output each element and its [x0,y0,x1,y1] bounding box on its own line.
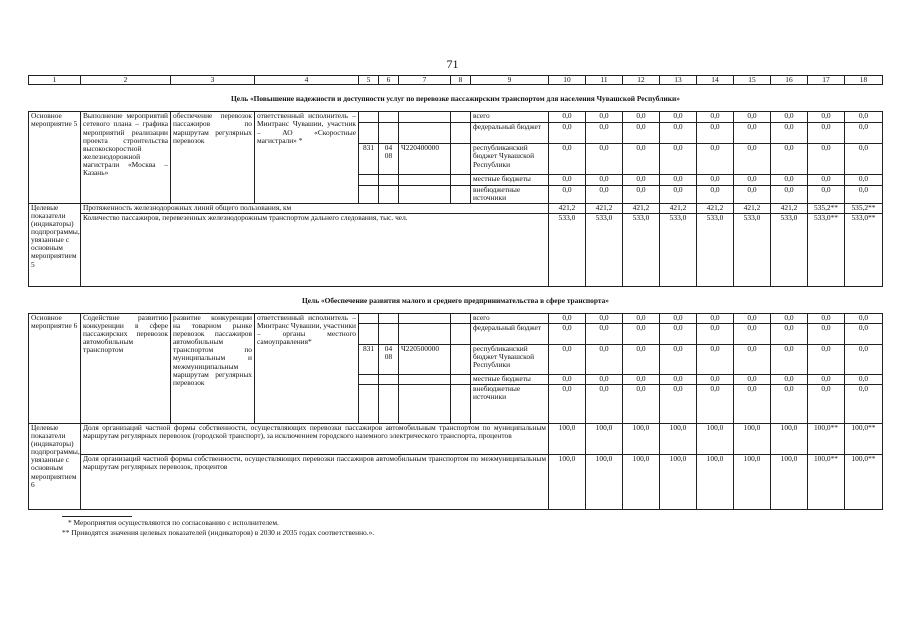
empty-cell [399,123,451,144]
funding-value: 0,0 [586,144,623,175]
funding-value: 0,0 [808,123,845,144]
indicator-label: Целевые показатели (индикаторы) подпрограммы, увязанные с основным мероприятием 6 [29,423,81,509]
empty-cell [451,344,471,374]
funding-source: внебюджетные источники [471,186,549,203]
footnotes [62,518,374,538]
indicator-name: Доля организаций частной формы собственности, осуществляющих перевозки пассажиров автомобильным транспортом по межмуниципальным маршрутам регулярных перевозок, процентов [81,454,549,509]
column-number: 4 [255,76,359,85]
indicator-value: 100,0 [734,454,771,509]
funding-value: 0,0 [586,186,623,203]
funding-source: республиканский бюджет Чувашской Республики [471,144,549,175]
empty-cell [359,112,379,123]
indicator-value: 100,0 [586,454,623,509]
empty-cell [359,313,379,323]
funding-source: федеральный бюджет [471,323,549,344]
indicator-value: 533,0 [623,213,660,286]
funding-value: 0,0 [734,344,771,374]
indicator-value: 100,0 [697,423,734,454]
goal-row [29,85,883,112]
column-number: 8 [451,76,471,85]
funding-value: 0,0 [734,384,771,423]
funding-value: 0,0 [771,323,808,344]
measure-executor: ответственный исполнитель – Минтранс Чувашии, участники – органы местного самоуправления* [255,313,359,423]
indicator-value: 535,2** [845,203,883,213]
funding-value: 0,0 [549,175,586,186]
indicator-value: 533,0 [549,213,586,286]
funding-value: 0,0 [845,186,883,203]
funding-value: 0,0 [808,313,845,323]
funding-value: 0,0 [549,384,586,423]
funding-source: всего [471,313,549,323]
indicator-value: 100,0** [845,423,883,454]
page-number: 71 [446,57,459,71]
measure-label: Основное мероприятие 5 [29,112,81,203]
indicator-value: 100,0 [549,423,586,454]
indicator-value: 100,0** [808,454,845,509]
funding-value: 0,0 [549,313,586,323]
empty-cell [399,313,451,323]
column-number: 3 [171,76,255,85]
indicator-value: 533,0 [734,213,771,286]
funding-source: местные бюджеты [471,374,549,384]
funding-value: 0,0 [845,323,883,344]
indicator-value: 100,0 [734,423,771,454]
funding-value: 0,0 [734,123,771,144]
funding-value: 0,0 [660,175,697,186]
funding-value: 0,0 [623,323,660,344]
funding-value: 0,0 [623,344,660,374]
funding-value: 0,0 [697,384,734,423]
empty-cell [379,384,399,423]
indicator-value: 535,2** [808,203,845,213]
empty-cell [399,374,451,384]
indicator-row [29,454,883,509]
indicator-value: 421,2 [623,203,660,213]
funding-value: 0,0 [660,112,697,123]
indicator-value: 533,0** [808,213,845,286]
funding-value: 0,0 [549,123,586,144]
funding-value: 0,0 [771,123,808,144]
column-number: 15 [734,76,771,85]
funding-value: 0,0 [734,323,771,344]
funding-value: 0,0 [808,323,845,344]
funding-value: 0,0 [845,175,883,186]
column-number: 12 [623,76,660,85]
empty-cell [399,175,451,186]
column-number: 9 [471,76,549,85]
funding-value: 0,0 [771,186,808,203]
empty-cell [379,186,399,203]
funding-value: 0,0 [845,313,883,323]
funding-value: 0,0 [697,123,734,144]
empty-cell [379,323,399,344]
indicator-value: 421,2 [549,203,586,213]
indicator-value: 421,2 [586,203,623,213]
funding-value: 0,0 [771,175,808,186]
indicator-label: Целевые показатели (индикаторы) подпрограммы, увязанные с основным мероприятием 5 [29,203,81,286]
measure-label: Основное мероприятие 6 [29,313,81,423]
funding-value: 0,0 [623,175,660,186]
empty-cell [451,323,471,344]
funding-value: 0,0 [623,313,660,323]
funding-value: 0,0 [623,123,660,144]
indicator-value: 100,0** [808,423,845,454]
empty-cell [451,313,471,323]
empty-cell [359,175,379,186]
funding-value: 0,0 [660,313,697,323]
empty-cell [451,175,471,186]
indicator-row [29,203,883,213]
measure-name: Содействие развитию конкуренции в сфере пассажирских перевозок автомобильным транспортом [81,313,171,423]
column-number: 2 [81,76,171,85]
goal-title: Цель «Обеспечение развития малого и среднего предпринимательства в сфере транспорта» [29,286,883,313]
funding-value: 0,0 [697,144,734,175]
funding-value: 0,0 [697,323,734,344]
funding-value: 0,0 [660,144,697,175]
header-row [29,76,883,85]
footnote-1: * Мероприятия осуществляются по согласованию с исполнителем. [68,518,279,527]
column-number: 6 [379,76,399,85]
funding-value: 0,0 [771,344,808,374]
measure-goal: обеспечение перевозок пассажиров по маршрутам регулярных перевозок [171,112,255,203]
rz-code: 04 08 [379,344,399,374]
funding-value: 0,0 [697,186,734,203]
indicator-value: 100,0 [623,423,660,454]
funding-value: 0,0 [771,374,808,384]
funding-value: 0,0 [734,112,771,123]
footnote-separator [62,516,132,517]
empty-cell [379,112,399,123]
empty-cell [451,112,471,123]
column-number: 17 [808,76,845,85]
funding-value: 0,0 [697,112,734,123]
column-number: 10 [549,76,586,85]
funding-value: 0,0 [623,144,660,175]
empty-cell [451,186,471,203]
indicator-value: 100,0 [771,454,808,509]
indicator-value: 421,2 [660,203,697,213]
funding-row [29,313,883,323]
funding-value: 0,0 [623,112,660,123]
funding-source: федеральный бюджет [471,123,549,144]
indicator-value: 100,0 [549,454,586,509]
empty-cell [359,123,379,144]
indicator-name: Доля организаций частной формы собственности, осуществляющих перевозки пассажиров автомобильным транспортом по муниципальным маршрутам регулярных перевозок (городской транспорт), за исключением городского наземного электрического транспорта, процентов [81,423,549,454]
funding-value: 0,0 [697,344,734,374]
indicator-value: 100,0 [660,454,697,509]
empty-cell [451,384,471,423]
indicator-value: 100,0** [845,454,883,509]
funding-value: 0,0 [549,112,586,123]
column-number: 7 [399,76,451,85]
funding-value: 0,0 [549,323,586,344]
indicator-value: 421,2 [734,203,771,213]
funding-value: 0,0 [808,186,845,203]
funding-value: 0,0 [586,112,623,123]
indicator-row [29,423,883,454]
empty-cell [451,144,471,175]
csr-code: Ч220500000 [399,344,451,374]
indicator-value: 421,2 [697,203,734,213]
column-number: 14 [697,76,734,85]
funding-value: 0,0 [660,374,697,384]
funding-value: 0,0 [586,344,623,374]
goal-title: Цель «Повышение надежности и доступности услуг по перевозке пассажирским транспортом для населения Чувашской Республики» [29,85,883,112]
funding-value: 0,0 [586,323,623,344]
empty-cell [399,186,451,203]
indicator-value: 100,0 [771,423,808,454]
funding-value: 0,0 [549,186,586,203]
indicator-row [29,213,883,286]
funding-value: 0,0 [660,384,697,423]
funding-value: 0,0 [845,112,883,123]
funding-value: 0,0 [586,123,623,144]
grbs-code: 831 [359,344,379,374]
funding-value: 0,0 [623,384,660,423]
funding-value: 0,0 [660,123,697,144]
funding-value: 0,0 [734,144,771,175]
empty-cell [359,374,379,384]
funding-value: 0,0 [771,384,808,423]
funding-value: 0,0 [623,186,660,203]
funding-source: республиканский бюджет Чувашской Республики [471,344,549,374]
indicator-name: Протяженность железнодорожных линий общего пользования, км [81,203,549,213]
funding-value: 0,0 [697,175,734,186]
indicator-value: 533,0 [586,213,623,286]
funding-value: 0,0 [734,175,771,186]
measure-name: Выполнение мероприятий сетевого плана – графика мероприятий реализации проекта строительства высокоскоростной железнодорожной магистрали «Москва – Казань» [81,112,171,203]
funding-value: 0,0 [845,384,883,423]
funding-value: 0,0 [660,344,697,374]
column-number: 13 [660,76,697,85]
column-number: 1 [29,76,81,85]
empty-cell [379,374,399,384]
funding-value: 0,0 [623,374,660,384]
indicator-value: 100,0 [623,454,660,509]
empty-cell [379,175,399,186]
funding-value: 0,0 [808,112,845,123]
empty-cell [359,384,379,423]
empty-cell [451,374,471,384]
program-table [28,75,883,510]
funding-source: местные бюджеты [471,175,549,186]
empty-cell [359,186,379,203]
indicator-value: 100,0 [660,423,697,454]
indicator-value: 533,0 [660,213,697,286]
funding-value: 0,0 [808,144,845,175]
empty-cell [359,323,379,344]
funding-value: 0,0 [549,144,586,175]
funding-row [29,112,883,123]
indicator-value: 533,0 [771,213,808,286]
funding-value: 0,0 [845,123,883,144]
funding-value: 0,0 [808,384,845,423]
csr-code: Ч220400000 [399,144,451,175]
grbs-code: 831 [359,144,379,175]
funding-value: 0,0 [845,344,883,374]
funding-value: 0,0 [808,175,845,186]
indicator-name: Количество пассажиров, перевезенных железнодорожным транспортом дальнего следования, тыс. чел. [81,213,549,286]
indicator-value: 533,0** [845,213,883,286]
column-number: 11 [586,76,623,85]
funding-value: 0,0 [586,384,623,423]
measure-executor: ответственный исполнитель – Минтранс Чувашии, участник – АО «Скоростные магистрали» * [255,112,359,203]
column-number: 5 [359,76,379,85]
funding-value: 0,0 [660,186,697,203]
funding-value: 0,0 [586,313,623,323]
funding-value: 0,0 [734,186,771,203]
indicator-value: 421,2 [771,203,808,213]
funding-value: 0,0 [771,112,808,123]
funding-value: 0,0 [586,175,623,186]
funding-value: 0,0 [660,323,697,344]
goal-row [29,286,883,313]
footnote-2: ** Приводятся значения целевых показателей (индикаторов) в 2030 и 2035 годах соответственно.». [62,527,375,537]
funding-value: 0,0 [771,313,808,323]
funding-value: 0,0 [697,374,734,384]
funding-value: 0,0 [697,313,734,323]
column-number: 18 [845,76,883,85]
rz-code: 04 08 [379,144,399,175]
empty-cell [399,323,451,344]
funding-value: 0,0 [734,313,771,323]
funding-source: внебюджетные источники [471,384,549,423]
funding-value: 0,0 [549,344,586,374]
empty-cell [451,123,471,144]
indicator-value: 100,0 [697,454,734,509]
indicator-value: 533,0 [697,213,734,286]
funding-value: 0,0 [771,144,808,175]
column-number: 16 [771,76,808,85]
funding-value: 0,0 [586,374,623,384]
empty-cell [399,112,451,123]
funding-source: всего [471,112,549,123]
funding-value: 0,0 [845,144,883,175]
empty-cell [399,384,451,423]
empty-cell [379,313,399,323]
funding-value: 0,0 [549,374,586,384]
funding-value: 0,0 [845,374,883,384]
funding-value: 0,0 [808,374,845,384]
funding-value: 0,0 [808,344,845,374]
funding-value: 0,0 [734,374,771,384]
measure-goal: развитие конкуренции на товарном рынке перевозок пассажиров автомобильным транспортом по муниципальным и межмуниципальным маршрутам регулярных перевозок [171,313,255,423]
indicator-value: 100,0 [586,423,623,454]
empty-cell [379,123,399,144]
